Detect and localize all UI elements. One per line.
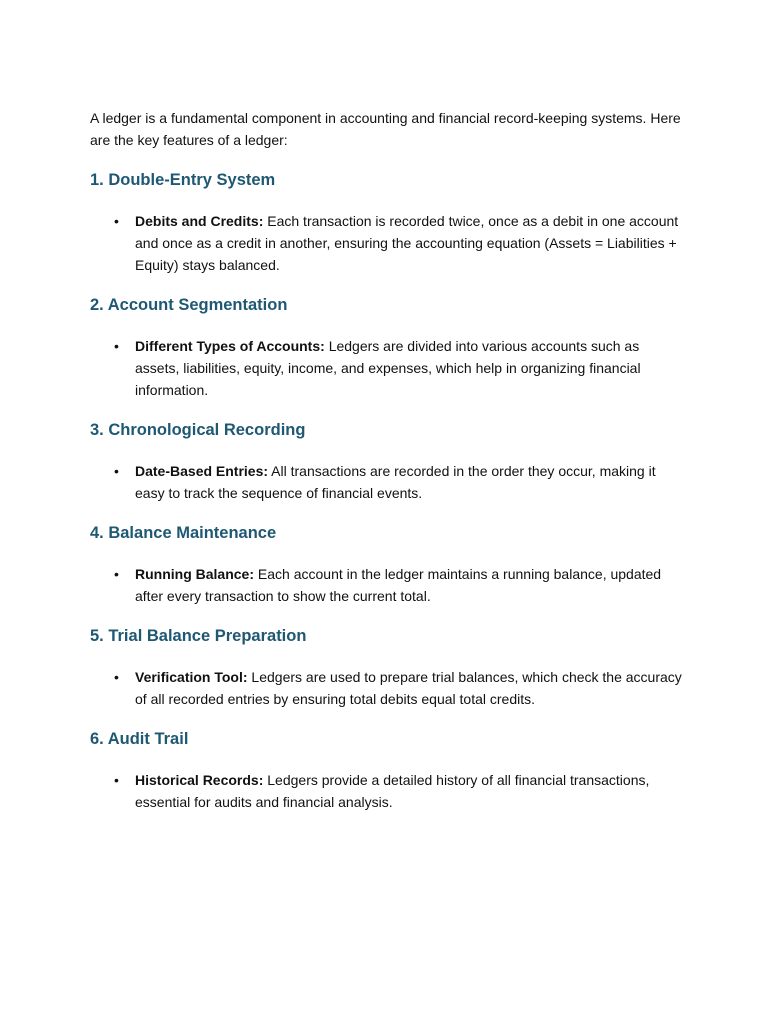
bullet-term: Running Balance: bbox=[135, 566, 255, 582]
bullet-term: Date-Based Entries: bbox=[135, 463, 269, 479]
section-heading: 6. Audit Trail bbox=[90, 730, 189, 748]
bullet-list bbox=[90, 460, 682, 504]
section-account-segmentation bbox=[90, 294, 682, 401]
section-audit-trail bbox=[90, 728, 682, 813]
bullet-icon: • bbox=[114, 772, 119, 788]
section-heading: 2. Account Segmentation bbox=[90, 296, 288, 314]
section-heading: 5. Trial Balance Preparation bbox=[90, 627, 307, 645]
bullet-list bbox=[90, 563, 682, 607]
bullet-item bbox=[90, 666, 682, 710]
bullet-term: Different Types of Accounts: bbox=[135, 338, 325, 354]
bullet-text: Each transaction is recorded twice, once as a debit in one account and once as a credit in another, ensuring the accounting equation (Assets = Liabilities + Equity) stays balanced. bbox=[135, 213, 679, 273]
section-balance-maintenance bbox=[90, 522, 682, 607]
bullet-text: Ledgers provide a detailed history of all financial transactions, essential for audits and financial analysis. bbox=[135, 772, 650, 810]
bullet-item bbox=[90, 210, 682, 276]
section-double-entry bbox=[90, 169, 682, 276]
bullet-text: Each account in the ledger maintains a running balance, updated after every transaction to show the current total. bbox=[135, 566, 662, 604]
bullet-list bbox=[90, 210, 682, 276]
section-chronological-recording bbox=[90, 419, 682, 504]
bullet-icon: • bbox=[114, 463, 119, 479]
section-heading: 1. Double-Entry System bbox=[90, 171, 276, 189]
bullet-item bbox=[90, 769, 682, 813]
section-heading: 4. Balance Maintenance bbox=[90, 524, 277, 542]
bullet-term: Verification Tool: bbox=[135, 669, 248, 685]
bullet-item bbox=[90, 460, 682, 504]
bullet-list bbox=[90, 769, 682, 813]
section-trial-balance bbox=[90, 625, 682, 710]
bullet-text: Ledgers are used to prepare trial balances, which check the accuracy of all recorded entries by ensuring total debits equal total credits. bbox=[135, 669, 682, 707]
bullet-list bbox=[90, 666, 682, 710]
document-page bbox=[90, 107, 682, 813]
bullet-item bbox=[90, 335, 682, 401]
bullet-icon: • bbox=[114, 669, 119, 685]
bullet-icon: • bbox=[114, 566, 119, 582]
bullet-term: Debits and Credits: bbox=[135, 213, 264, 229]
section-heading: 3. Chronological Recording bbox=[90, 421, 306, 439]
bullet-text: All transactions are recorded in the order they occur, making it easy to track the sequence of financial events. bbox=[135, 463, 656, 501]
bullet-item bbox=[90, 563, 682, 607]
bullet-term: Historical Records: bbox=[135, 772, 264, 788]
intro-paragraph: A ledger is a fundamental component in accounting and financial record-keeping systems. Here are the key features of a ledger: bbox=[90, 110, 681, 148]
bullet-list bbox=[90, 335, 682, 401]
bullet-icon: • bbox=[114, 338, 119, 354]
bullet-text: Ledgers are divided into various accounts such as assets, liabilities, equity, income, and expenses, which help in organizing financial information. bbox=[135, 338, 641, 398]
bullet-icon: • bbox=[114, 213, 119, 229]
